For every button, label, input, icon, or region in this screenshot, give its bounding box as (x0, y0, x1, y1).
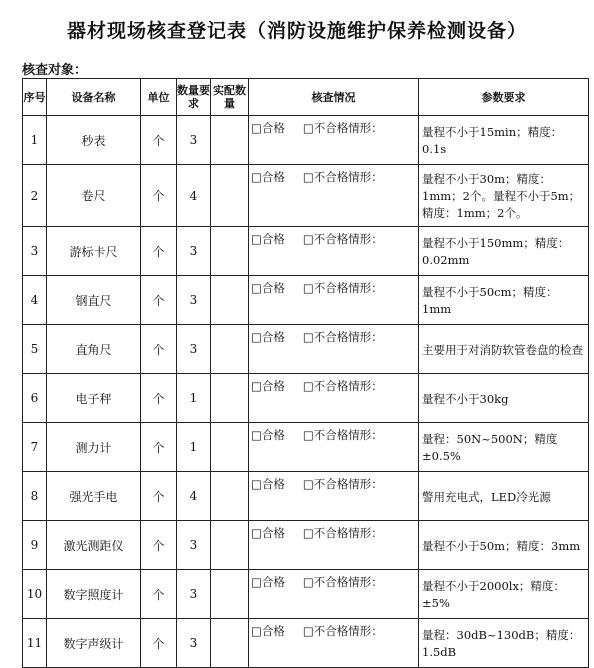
row-qty-required: 4 (177, 165, 211, 227)
table-row (23, 423, 589, 472)
row-check-status (249, 276, 419, 325)
row-qty-required: 3 (177, 521, 211, 570)
row-check-status (249, 374, 419, 423)
row-qty-actual[interactable] (211, 374, 249, 423)
row-equipment-name: 秒表 (47, 116, 141, 165)
pass-checkbox[interactable]: □合格 (251, 330, 285, 344)
row-check-status (249, 325, 419, 374)
row-seq: 6 (23, 374, 47, 423)
row-qty-required: 3 (177, 276, 211, 325)
row-seq: 1 (23, 116, 47, 165)
row-qty-required: 3 (177, 570, 211, 619)
row-qty-required: 3 (177, 116, 211, 165)
table-row (23, 619, 589, 668)
fail-checkbox[interactable]: □不合格情形： (302, 330, 383, 344)
form-title: 器材现场核查登记表（消防设施维护保养检测设备） (66, 20, 527, 42)
row-equipment-name: 卷尺 (47, 165, 141, 227)
row-equipment-name: 直角尺 (47, 325, 141, 374)
fail-checkbox[interactable]: □不合格情形： (302, 477, 383, 491)
row-check-status (249, 521, 419, 570)
row-equipment-name: 强光手电 (47, 472, 141, 521)
row-seq: 7 (23, 423, 47, 472)
fail-checkbox[interactable]: □不合格情形： (302, 624, 383, 638)
header-qty-actual: 实配数量 (211, 79, 249, 116)
row-qty-required: 3 (177, 227, 211, 276)
row-check-status (249, 165, 419, 227)
row-seq: 4 (23, 276, 47, 325)
header-param: 参数要求 (419, 79, 589, 116)
fail-checkbox[interactable]: □不合格情形： (302, 232, 383, 246)
row-unit: 个 (141, 423, 177, 472)
pass-checkbox[interactable]: □合格 (251, 170, 285, 184)
row-unit: 个 (141, 276, 177, 325)
row-equipment-name: 游标卡尺 (47, 227, 141, 276)
row-qty-required: 4 (177, 472, 211, 521)
row-check-status (249, 570, 419, 619)
row-check-status (249, 116, 419, 165)
row-check-status (249, 423, 419, 472)
table-row (23, 165, 589, 227)
row-unit: 个 (141, 325, 177, 374)
row-qty-actual[interactable] (211, 276, 249, 325)
row-param-requirement: 主要用于对消防软管卷盘的检查 (419, 325, 589, 374)
row-unit: 个 (141, 619, 177, 668)
row-param-requirement: 量程：50N~500N；精度±0.5% (419, 423, 589, 472)
row-check-status (249, 227, 419, 276)
row-equipment-name: 测力计 (47, 423, 141, 472)
fail-checkbox[interactable]: □不合格情形： (302, 526, 383, 540)
row-qty-required: 3 (177, 619, 211, 668)
row-unit: 个 (141, 472, 177, 521)
row-equipment-name: 数字照度计 (47, 570, 141, 619)
row-qty-required: 1 (177, 423, 211, 472)
pass-checkbox[interactable]: □合格 (251, 477, 285, 491)
row-equipment-name: 电子秤 (47, 374, 141, 423)
row-qty-actual[interactable] (211, 521, 249, 570)
row-qty-required: 3 (177, 325, 211, 374)
pass-checkbox[interactable]: □合格 (251, 232, 285, 246)
row-unit: 个 (141, 521, 177, 570)
row-seq: 3 (23, 227, 47, 276)
row-param-requirement: 量程不小于15min；精度：0.1s (419, 116, 589, 165)
fail-checkbox[interactable]: □不合格情形： (302, 575, 383, 589)
row-param-requirement: 量程不小于50m；精度：3mm (419, 521, 589, 570)
row-param-requirement: 量程不小于2000lx；精度：±5% (419, 570, 589, 619)
row-qty-actual[interactable] (211, 325, 249, 374)
row-param-requirement: 量程不小于150mm；精度：0.02mm (419, 227, 589, 276)
header-check: 核查情况 (249, 79, 419, 116)
table-row (23, 472, 589, 521)
row-unit: 个 (141, 116, 177, 165)
row-seq: 11 (23, 619, 47, 668)
table-row (23, 521, 589, 570)
row-seq: 5 (23, 325, 47, 374)
row-seq: 10 (23, 570, 47, 619)
header-unit: 单位 (141, 79, 177, 116)
pass-checkbox[interactable]: □合格 (251, 281, 285, 295)
pass-checkbox[interactable]: □合格 (251, 624, 285, 638)
row-seq: 8 (23, 472, 47, 521)
row-unit: 个 (141, 374, 177, 423)
row-check-status (249, 619, 419, 668)
row-param-requirement: 量程不小于30m；精度：1mm；2个。量程不小于5m；精度：1mm；2个。 (419, 165, 589, 227)
row-unit: 个 (141, 227, 177, 276)
pass-checkbox[interactable]: □合格 (251, 575, 285, 589)
table-row (23, 325, 589, 374)
pass-checkbox[interactable]: □合格 (251, 121, 285, 135)
table-row (23, 116, 589, 165)
equipment-table (22, 78, 589, 668)
fail-checkbox[interactable]: □不合格情形： (302, 281, 383, 295)
fail-checkbox[interactable]: □不合格情形： (302, 428, 383, 442)
table-row (23, 374, 589, 423)
row-seq: 2 (23, 165, 47, 227)
row-param-requirement: 量程不小于30kg (419, 374, 589, 423)
row-qty-required: 1 (177, 374, 211, 423)
fail-checkbox[interactable]: □不合格情形： (302, 379, 383, 393)
fail-checkbox[interactable]: □不合格情形： (302, 170, 383, 184)
header-row (23, 79, 589, 116)
row-equipment-name: 激光测距仪 (47, 521, 141, 570)
row-equipment-name: 钢直尺 (47, 276, 141, 325)
pass-checkbox[interactable]: □合格 (251, 379, 285, 393)
row-param-requirement: 量程不小于50cm；精度：1mm (419, 276, 589, 325)
header-qty-required: 数量要求 (177, 79, 211, 116)
row-qty-actual[interactable] (211, 570, 249, 619)
header-seq: 序号 (23, 79, 47, 116)
fail-checkbox[interactable]: □不合格情形： (302, 121, 383, 135)
table-row (23, 570, 589, 619)
pass-checkbox[interactable]: □合格 (251, 428, 285, 442)
row-seq: 9 (23, 521, 47, 570)
row-unit: 个 (141, 570, 177, 619)
row-qty-actual[interactable] (211, 116, 249, 165)
table-row (23, 276, 589, 325)
pass-checkbox[interactable]: □合格 (251, 526, 285, 540)
header-name: 设备名称 (47, 79, 141, 116)
row-param-requirement: 量程：30dB~130dB；精度：1.5dB (419, 619, 589, 668)
row-qty-actual[interactable] (211, 423, 249, 472)
row-qty-actual[interactable] (211, 619, 249, 668)
row-equipment-name: 数字声级计 (47, 619, 141, 668)
row-qty-actual[interactable] (211, 227, 249, 276)
row-check-status (249, 472, 419, 521)
inspection-subject-label: 核查对象： (22, 63, 88, 78)
row-unit: 个 (141, 165, 177, 227)
row-param-requirement: 警用充电式，LED冷光源 (419, 472, 589, 521)
row-qty-actual[interactable] (211, 472, 249, 521)
row-qty-actual[interactable] (211, 165, 249, 227)
table-row (23, 227, 589, 276)
